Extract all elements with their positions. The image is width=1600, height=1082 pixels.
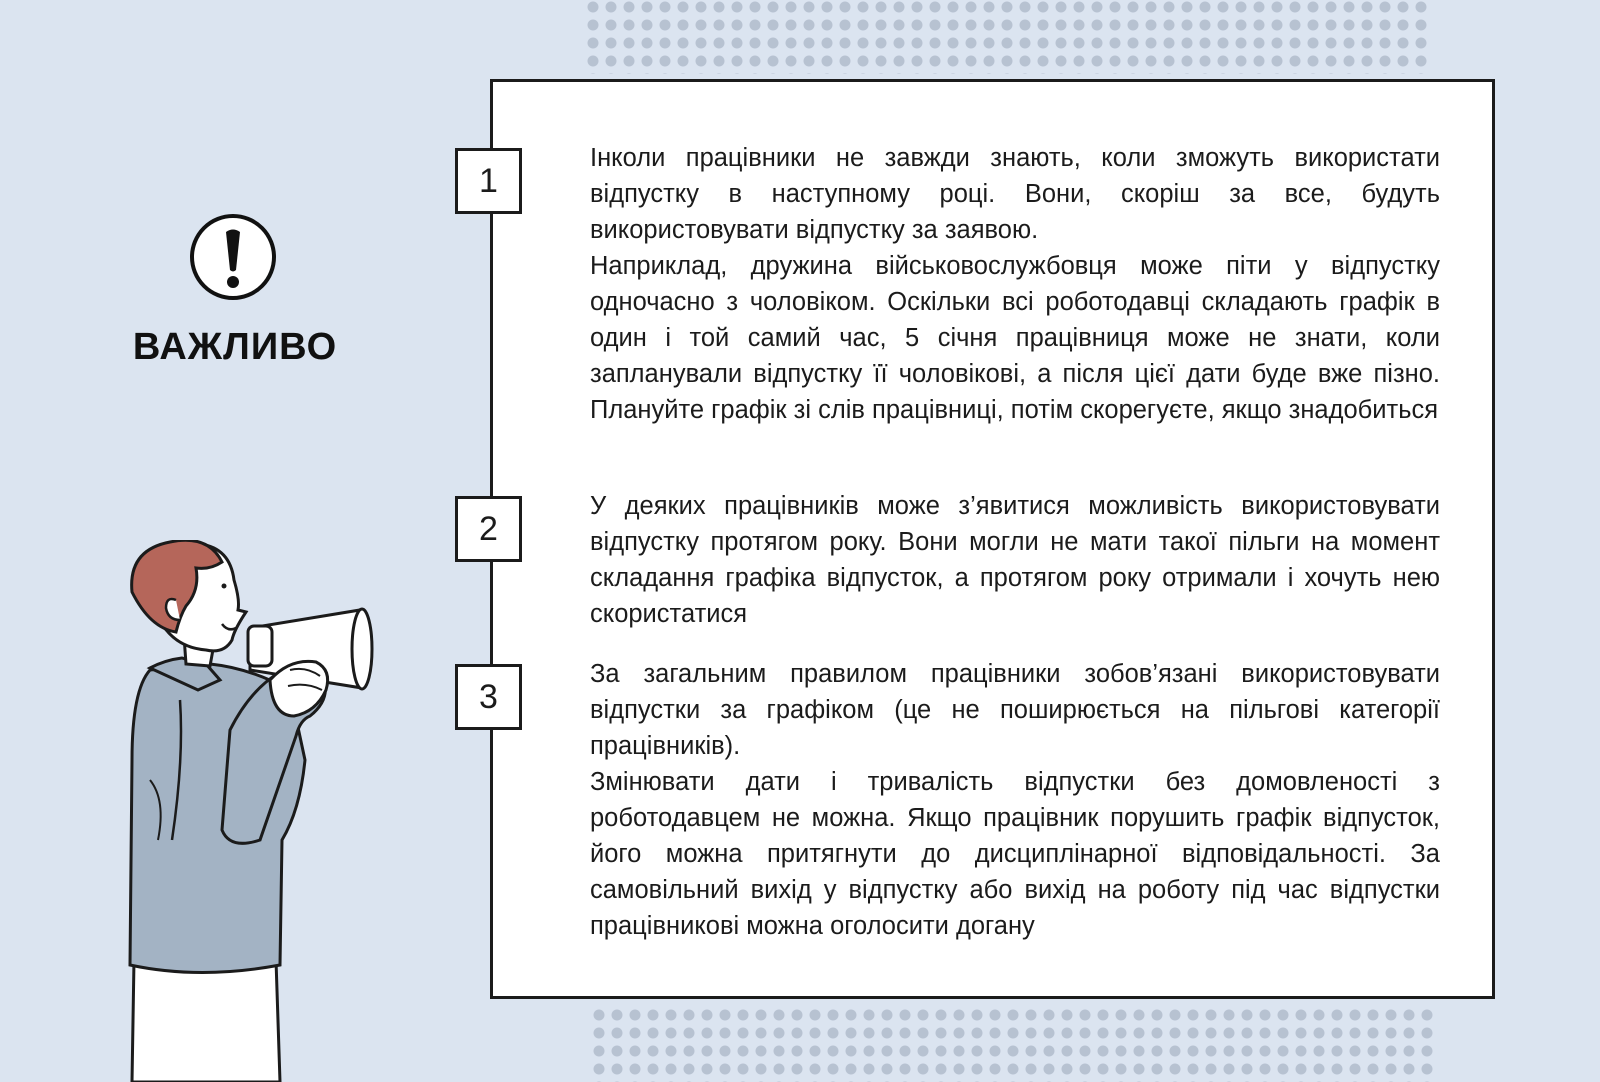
person-with-megaphone-illustration: [110, 540, 410, 1082]
exclamation-circle-icon: [188, 212, 278, 302]
item-number-1: 1: [455, 148, 522, 214]
paragraph: У деяких працівників може з’явитися можливість використовувати відпустку протягом року. Вони могли не мати такої пільги на момент складання графіка відпусток, а протягом року отримали і хочуть нею скористатися: [590, 492, 1440, 628]
item-number-3: 3: [455, 664, 522, 730]
item-text-3: [590, 656, 1440, 944]
dot-pattern-top: [584, 0, 1430, 74]
item-number-2: 2: [455, 496, 522, 562]
item-text-1: [590, 140, 1440, 428]
paragraph: За загальним правилом працівники зобов’язані використовувати відпустки за графіком (це не поширюється на пільгові категорії працівників).: [590, 660, 1440, 760]
paragraph: Наприклад, дружина військовослужбовця може піти у відпустку одночасно з чоловіком. Оскільки всі роботодавці складають графік в один і той самий час, 5 січня працівниця може не знати, коли запланували відпустку її чоловікові, а після цієї дати буде вже пізно. Плануйте графік зі слів працівниці, потім скорегуєте, якщо знадобиться: [590, 252, 1440, 424]
paragraph: Змінювати дати і тривалість відпустки без домовленості з роботодавцем не можна. Якщо працівник порушить графік відпусток, його можна притягнути до дисциплінарної відповідальності. За самовільний вихід у відпустку або вихід на роботу під час відпустки працівникові можна оголосити догану: [590, 768, 1440, 940]
item-text-2: [590, 488, 1440, 632]
important-heading: ВАЖЛИВО: [132, 326, 338, 368]
dot-pattern-bottom: [590, 1004, 1436, 1082]
paragraph: Інколи працівники не завжди знають, коли зможуть використати відпустку в наступному році. Вони, скоріш за все, будуть використовувати відпустку за заявою.: [590, 144, 1440, 244]
